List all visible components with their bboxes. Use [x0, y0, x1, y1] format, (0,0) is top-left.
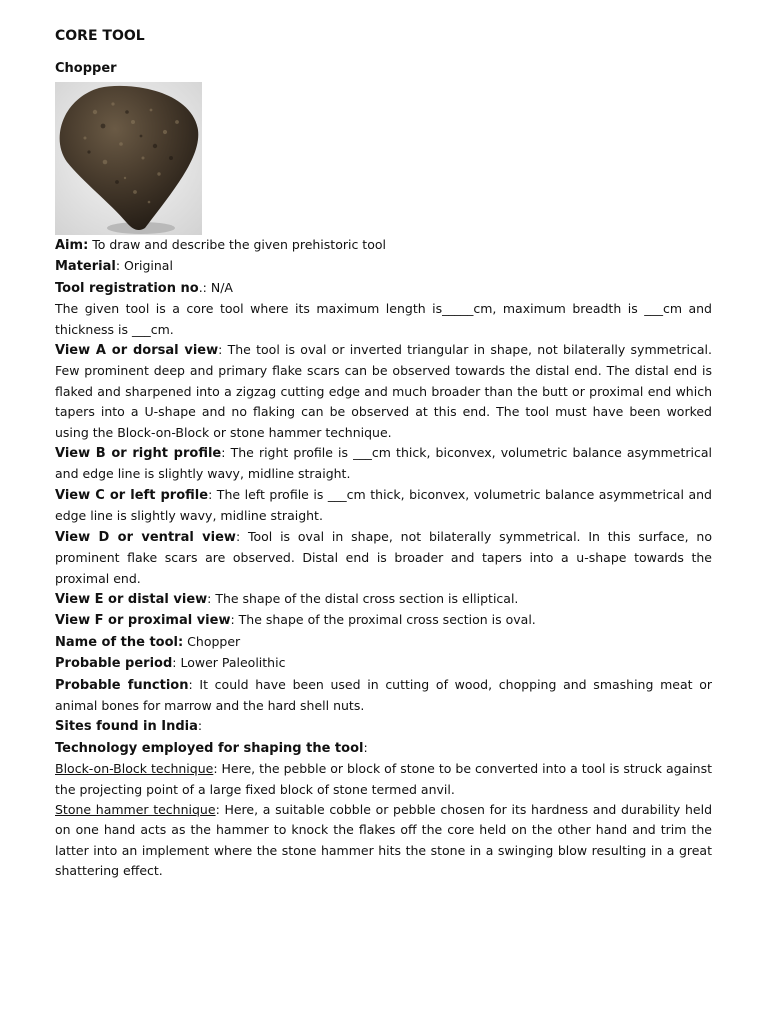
hammer-technique-name: Stone hammer technique [55, 801, 216, 817]
view-c-paragraph [55, 485, 712, 527]
view-b-paragraph [55, 443, 712, 485]
view-e-paragraph [55, 589, 712, 610]
tool-name-paragraph [55, 632, 712, 653]
chopper-photo [55, 82, 202, 235]
hammer-technique-text: : Here, a suitable cobble or pebble chosen for its hardness and durability held on one hand acts as the hammer to knock the flakes off the core held on the other hand and trim the latter into an implement where the stone hammer hits the stone in a swinging blow resulting in a great shattering effect. [55, 801, 712, 879]
view-d-text: : Tool is oval in shape, not bilaterally symmetrical. In this surface, no prominent flake scars are observed. Distal end is broader and tapers into a u-shape towards the proximal end. [55, 528, 712, 586]
period-text: : Lower Paleolithic [172, 655, 286, 671]
technology-text: : [363, 739, 368, 755]
view-d-label: View D or ventral view [55, 529, 236, 545]
view-e-label: View E or distal view [55, 591, 208, 607]
document-body [55, 235, 712, 882]
period-paragraph [55, 653, 712, 674]
sites-text: : [197, 718, 203, 734]
aim-paragraph [55, 235, 712, 256]
block-technique-text: : Here, the pebble or block of stone to be converted into a tool is struck against the projecting point of a large fixed block of stone termed anvil. [55, 761, 713, 797]
tool-subtitle: Chopper [55, 61, 117, 76]
view-a-text: : The tool is oval or inverted triangular in shape, not bilaterally symmetrical. Few prominent deep and primary flake scars can be observed towards the distal end. The distal end is flaked and sharpened into a zigzag cutting edge and much broader than the butt or proximal end which tapers into a U-shape and no flaking can be observed at this end. The tool must have been worked using the Block-on-Block or stone hammer technique. [55, 342, 712, 440]
technology-paragraph [55, 738, 712, 759]
document-page [55, 26, 712, 882]
view-c-text: : The left profile is ___cm thick, biconvex, volumetric balance asymmetrical and edge line is slightly wavy, midline straight. [55, 486, 712, 524]
sites-label: Sites found in India [55, 719, 198, 735]
period-label: Probable period [55, 656, 173, 672]
material-paragraph [55, 256, 712, 277]
document-title: CORE TOOL [55, 28, 145, 44]
hammer-technique-paragraph [55, 800, 712, 882]
view-b-text: : The right profile is ___cm thick, biconvex, volumetric balance asymmetrical and edge line is slightly wavy, midline straight. [55, 445, 713, 482]
tool-name-label: Name of the tool: [55, 634, 184, 650]
view-d-paragraph [55, 527, 712, 589]
registration-label: Tool registration no [55, 280, 199, 296]
aim-label: Aim: [55, 238, 89, 253]
registration-text: .: N/A [198, 279, 233, 295]
view-b-label: View B or right profile [55, 446, 222, 462]
function-paragraph [55, 675, 712, 717]
block-technique-paragraph [55, 759, 712, 800]
aim-text: To draw and describe the given prehistoric tool [88, 237, 386, 252]
block-technique-name: Block-on-Block technique [55, 761, 214, 777]
view-a-paragraph [55, 340, 712, 443]
view-c-label: View C or left profile [55, 487, 209, 503]
technology-label: Technology employed for shaping the tool [55, 740, 364, 756]
material-text: : Original [115, 258, 173, 274]
registration-paragraph [55, 278, 712, 299]
view-f-text: : The shape of the proximal cross section is oval. [230, 612, 536, 628]
dimensions-paragraph [55, 299, 712, 340]
material-label: Material [55, 259, 116, 275]
view-f-label: View F or proximal view [55, 613, 231, 629]
sites-paragraph [55, 716, 712, 737]
view-f-paragraph [55, 610, 712, 631]
function-text: : It could have been used in cutting of wood, chopping and smashing meat or animal bones for marrow and the hard shell nuts. [55, 676, 713, 713]
tool-name-text: Chopper [183, 633, 241, 649]
view-e-text: : The shape of the distal cross section is elliptical. [207, 590, 519, 606]
view-a-label: View A or dorsal view [55, 343, 219, 359]
function-label: Probable function [55, 677, 189, 693]
dimensions-text: The given tool is a core tool where its maximum length is_____cm, maximum breadth is ___cm and thickness is ___cm. [55, 301, 712, 337]
